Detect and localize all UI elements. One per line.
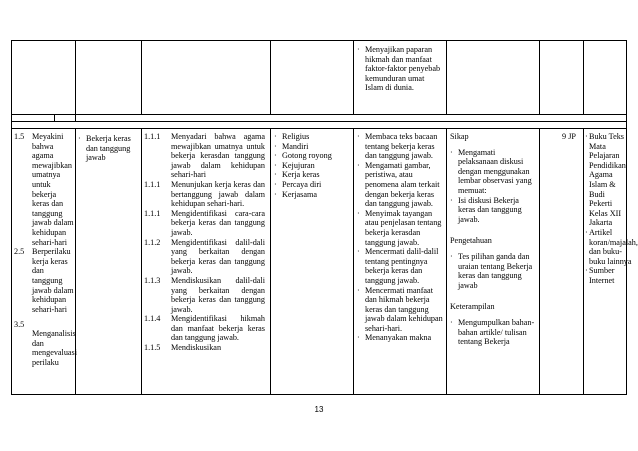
indicator-text: Menunjukan kerja keras dan bertanggung jawab dalam kehidupan sehari-hari.	[171, 179, 265, 209]
list-item: Gotong royong	[282, 151, 332, 161]
syllabus-table	[11, 40, 638, 395]
list-item: Mandiri	[282, 141, 309, 151]
assessment-heading: Pengetahuan	[450, 236, 492, 246]
bullet-icon: ·	[450, 195, 453, 205]
list-item: Sumber Internet	[589, 266, 615, 285]
list-item: Mengumpulkan bahan-bahan artikle/ tulisan tentang Bekerja	[458, 317, 535, 347]
indicator-number: 1.1.2	[144, 237, 161, 247]
competency-cell	[12, 129, 76, 395]
bullet-icon: ·	[357, 333, 360, 343]
bullet-icon: ·	[274, 160, 277, 170]
list-item: Buku Teks Mata Pelajaran Pendidikan Agama Islam & Budi Pekerti Kelas XII Jakarta	[589, 132, 626, 228]
bullet-icon: ·	[357, 132, 360, 141]
bullet-icon: ·	[357, 45, 360, 54]
indicator-number: 1.1.1	[144, 179, 161, 189]
character-cell	[271, 129, 354, 395]
list-item: Kerjasama	[282, 189, 318, 199]
list-item: Kejujuran	[282, 160, 315, 170]
time-allocation: 9 JP	[562, 132, 576, 141]
competency-number: 2.5	[14, 247, 25, 257]
list-item: Menanyakan makna	[365, 333, 432, 343]
list-item: Menyimak tayangan atau penjelasan tentang bekerja kerasdan tanggung jawab.	[365, 208, 442, 247]
assessment-cell	[447, 129, 540, 395]
indicator-text: Mendiskusikan dalil-dali yang berkaitan dengan bekerja keras dan tanggung jawab.	[171, 275, 265, 314]
table-row-main	[12, 129, 627, 395]
indicator-number: 1.1.4	[144, 314, 161, 324]
list-item: Tes pilihan ganda dan uraian tentang Bekerja keras dan tanggung jawab	[458, 251, 533, 290]
list-item: Percaya diri	[282, 179, 322, 189]
indicator-text: Mengidentifikasi cara-cara bekerja keras dan tanggung jawab.	[171, 208, 265, 237]
list-item: Mengamati pelaksanaan diskusi dengan menggunakan lembar observasi yang memuat:	[458, 147, 532, 195]
table-row-top	[12, 41, 627, 115]
bullet-icon: ·	[357, 247, 360, 257]
indicator-text: Mendiskusikan	[171, 343, 222, 353]
list-item: Religius	[282, 132, 310, 141]
competency-text: Meyakini bahwa agama mewajibkan umatnya untuk bekerja keras dan tanggung jawab dalam kehidupan sehari-hari	[32, 132, 74, 247]
indicator-number: 1.1.1	[144, 208, 161, 218]
bullet-icon: ·	[274, 141, 277, 151]
list-item: Kerja keras	[282, 170, 320, 180]
indicator-text: Mengidentifikasi dalil-dali yang berkaitan dengan bekerja keras dan tanggung jawab.	[171, 237, 265, 276]
bullet-icon: ·	[585, 227, 588, 237]
divider	[54, 115, 55, 122]
bullet-icon: ·	[357, 160, 360, 170]
bullet-icon: ·	[78, 134, 81, 143]
indicator-number: 1.1.3	[144, 275, 161, 285]
material-text: Bekerja keras dan tanggung jawab	[86, 134, 131, 163]
bullet-icon: ·	[274, 151, 277, 161]
bullet-icon: ·	[274, 189, 277, 199]
competency-text: Menganalisis dan mengevaluasi perilaku	[32, 329, 78, 368]
indicator-number: 1.1.5	[144, 343, 161, 353]
table-row-spacer-2	[12, 122, 627, 129]
table-row-spacer	[12, 115, 627, 122]
competency-number: 1.5	[14, 132, 25, 141]
time-allocation-cell	[540, 129, 584, 395]
indicator-text: Mengidentifikasi hikmah dan manfaat bekerja keras dan tanggung jawab.	[171, 314, 265, 343]
bullet-icon: ·	[357, 208, 360, 218]
indicator-cell	[142, 129, 271, 395]
list-item: Isi diskusi Bekerja keras dan tanggung jawab.	[458, 195, 522, 224]
list-item: Membaca teks bacaan tentang bekerja keras dan tanggung jawab.	[365, 132, 438, 161]
bullet-icon: ·	[357, 285, 360, 295]
indicator-text: Menyadari bahwa agama mewajibkan umatnya untuk bekerja kerasdan tanggung jawab dalam kehidupan sehari-hari	[171, 132, 265, 180]
list-item: Menyajikan paparan hikmah dan manfaat faktor-faktor penyebab kemunduran umat Islam di dunia.	[365, 45, 441, 93]
assessment-heading: Sikap	[450, 132, 469, 141]
list-item: Artikel koran/majalah, dan buku-buku lainnya	[589, 227, 638, 266]
competency-text: Berperilaku kerja keras dan tanggung jawab dalam kehidupan sehari-hari	[32, 247, 74, 314]
bullet-icon: ·	[450, 317, 453, 327]
bullet-icon: ·	[274, 170, 277, 180]
sources-cell	[584, 129, 638, 395]
bullet-icon: ·	[585, 132, 588, 141]
bullet-icon: ·	[274, 179, 277, 189]
material-cell	[76, 129, 142, 395]
page-number: 13	[314, 405, 324, 414]
assessment-heading: Keterampilan	[450, 302, 495, 312]
list-item: Mencermati dalil-dalil tentang pentingnya bekerja keras dan tanggung jawab.	[365, 247, 439, 285]
activity-cell	[354, 129, 447, 395]
bullet-icon: ·	[585, 266, 588, 276]
list-item: Mencermati manfaat dan hikmah bekerja keras dan tanggung jawab dalam kehidupan sehari-hari.	[365, 285, 443, 333]
indicator-number: 1.1.1	[144, 132, 161, 141]
activity-cell-top	[354, 41, 447, 115]
bullet-icon: ·	[450, 147, 453, 157]
list-item: Mengamati gambar, peristiwa, atau penomena alam terkait dengan bekerja keras dan tanggung jawab.	[365, 160, 440, 209]
competency-number: 3.5	[14, 320, 25, 330]
bullet-icon: ·	[450, 251, 453, 261]
bullet-icon: ·	[274, 132, 277, 141]
